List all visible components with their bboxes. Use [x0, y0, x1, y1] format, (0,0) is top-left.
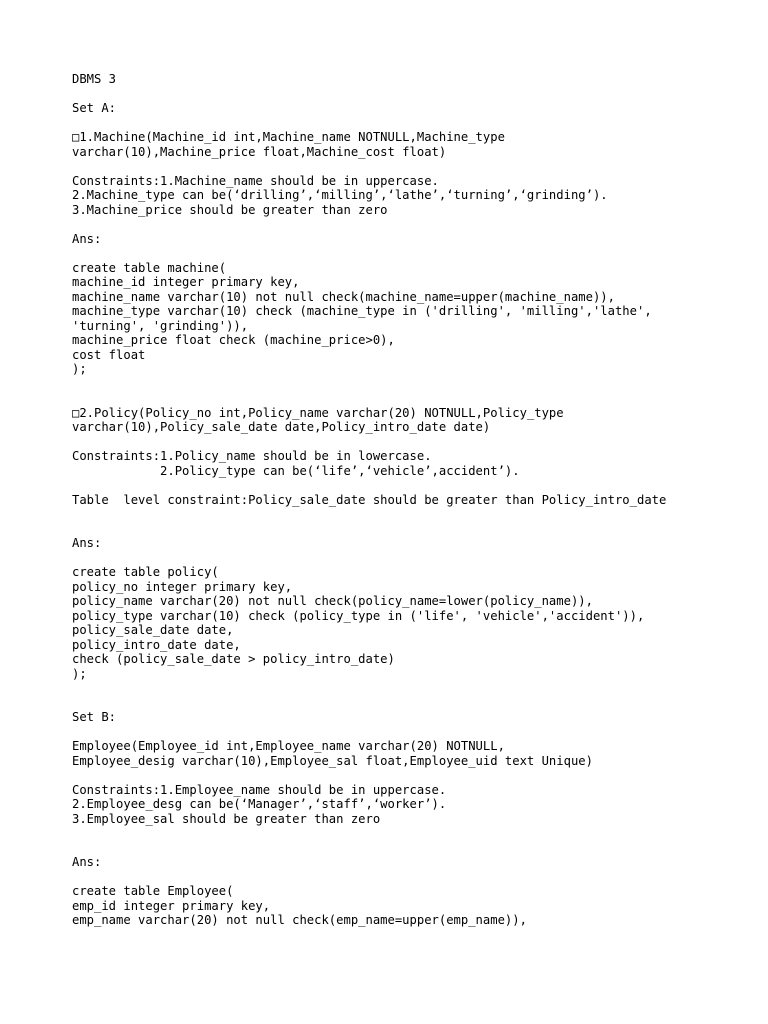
text-line	[72, 246, 752, 261]
text-line: emp_name varchar(20) not null check(emp_name=upper(emp_name)),	[72, 913, 527, 927]
text-line: Constraints:1.Employee_name should be in uppercase.	[72, 782, 447, 797]
text-line	[72, 826, 752, 841]
text-line	[72, 391, 752, 406]
text-line: );	[72, 666, 87, 681]
text-line: 3.Machine_price should be greater than zero	[72, 202, 388, 217]
text-line: machine_price float check (machine_price>0),	[72, 333, 395, 347]
text-line: Ans:	[72, 231, 102, 246]
text-line	[72, 696, 752, 711]
text-line	[72, 841, 752, 856]
text-line: Set B:	[72, 710, 117, 724]
text-line	[72, 507, 752, 522]
text-line: 'turning', 'grinding')),	[72, 318, 249, 333]
text-line	[72, 681, 752, 696]
text-line: check (policy_sale_date > policy_intro_date)	[72, 652, 395, 666]
text-line: machine_name varchar(10) not null check(machine_name=upper(machine_name)),	[72, 289, 615, 304]
text-line: policy_intro_date date,	[72, 637, 241, 652]
text-line	[72, 116, 752, 131]
text-line	[72, 725, 752, 740]
text-line	[72, 522, 752, 537]
text-line: Constraints:1.Policy_name should be in lowercase.	[72, 449, 432, 463]
text-line: policy_no integer primary key,	[72, 579, 293, 594]
text-line: □2.Policy(Policy_no int,Policy_name varchar(20) NOTNULL,Policy_type	[72, 405, 564, 420]
text-line: DBMS 3	[72, 72, 117, 86]
text-line: □1.Machine(Machine_id int,Machine_name NOTNULL,Machine_type	[72, 130, 505, 144]
text-line: 2.Policy_type can be(‘life’,‘vehicle’,accident’).	[72, 463, 520, 478]
text-line	[72, 551, 752, 566]
text-line	[72, 217, 752, 232]
text-line: emp_id integer primary key,	[72, 898, 271, 913]
text-line: create table machine(	[72, 260, 227, 275]
text-line: policy_sale_date date,	[72, 623, 234, 637]
text-line: );	[72, 362, 87, 376]
text-line: cost float	[72, 347, 146, 362]
text-line	[72, 768, 752, 783]
text-line	[72, 435, 752, 450]
text-line: policy_name varchar(20) not null check(policy_name=lower(policy_name)),	[72, 594, 593, 608]
text-line: create table policy(	[72, 565, 219, 579]
text-line: varchar(10),Policy_sale_date date,Policy_intro_date date)	[72, 420, 491, 434]
text-line	[72, 377, 752, 392]
text-line: create table Employee(	[72, 884, 234, 898]
text-line: varchar(10),Machine_price float,Machine_cost float)	[72, 144, 447, 159]
text-line: Constraints:1.Machine_name should be in uppercase.	[72, 173, 439, 188]
text-line: 2.Machine_type can be(‘drilling’,‘milling’,‘lathe’,‘turning’,‘grinding’).	[72, 188, 608, 202]
text-line	[72, 159, 752, 174]
text-line	[72, 870, 752, 885]
text-line: 2.Employee_desg can be(‘Manager’,‘staff’,‘worker’).	[72, 797, 447, 811]
text-line	[72, 478, 752, 493]
text-line	[72, 87, 752, 102]
text-line: Ans:	[72, 855, 102, 869]
text-line: policy_type varchar(10) check (policy_type in ('life', 'vehicle','accident')),	[72, 608, 645, 623]
text-line: machine_type varchar(10) check (machine_type in ('drilling', 'milling','lathe',	[72, 304, 652, 318]
text-line: Employee(Employee_id int,Employee_name varchar(20) NOTNULL,	[72, 739, 505, 753]
text-line: Table level constraint:Policy_sale_date should be greater than Policy_intro_date	[72, 492, 667, 507]
text-line: machine_id integer primary key,	[72, 275, 300, 289]
text-line: 3.Employee_sal should be greater than zero	[72, 811, 381, 826]
document-body	[72, 72, 752, 928]
text-line: Employee_desig varchar(10),Employee_sal float,Employee_uid text Unique)	[72, 753, 593, 768]
text-line: Ans:	[72, 536, 102, 550]
text-line: Set A:	[72, 101, 117, 115]
